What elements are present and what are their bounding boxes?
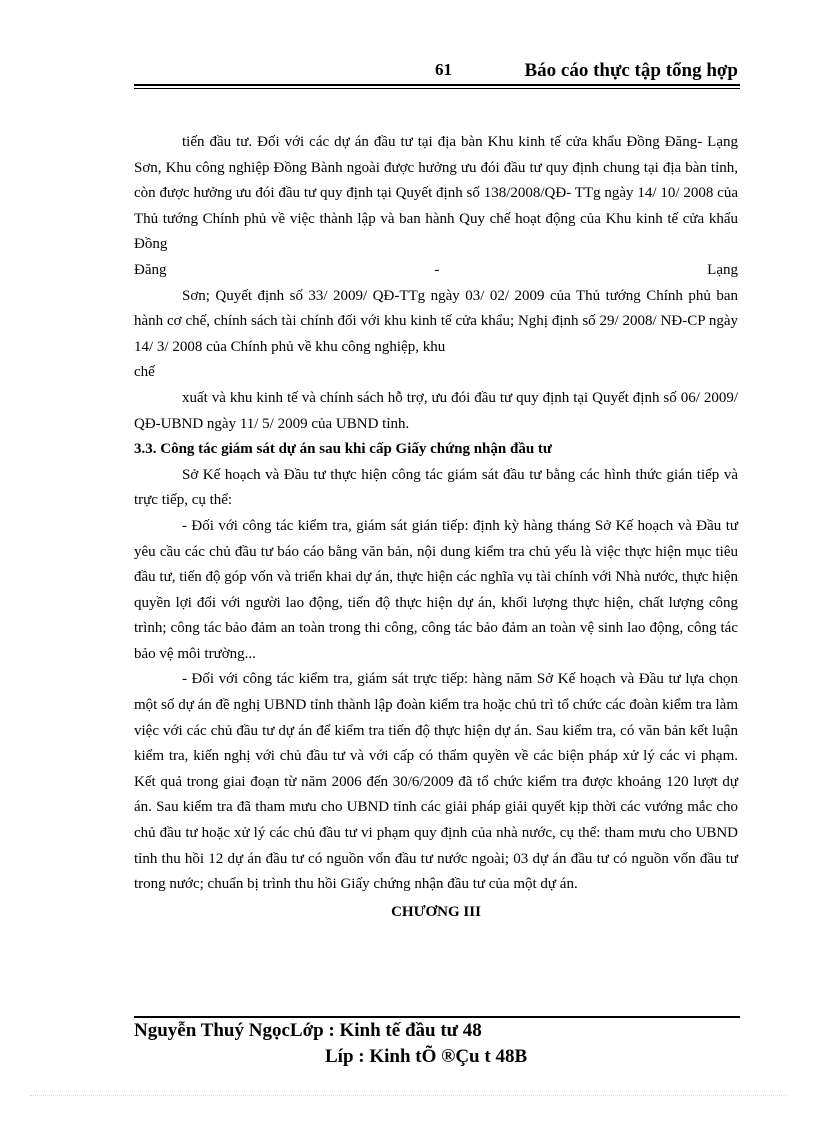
spread-right: Lạng — [707, 261, 738, 278]
footer-author: Nguyễn Thuý NgọcLớp : Kinh tế đầu tư 48 — [134, 1020, 482, 1041]
paragraph-supervision-intro: Sở Kế hoạch và Đầu tư thực hiện công tác giám sát đầu tư bằng các hình thức gián tiếp và trực tiếp, cụ thể: — [134, 466, 738, 509]
header-rule — [134, 84, 740, 86]
paragraph-fragment: chế — [134, 364, 155, 381]
footer-rule — [134, 1016, 740, 1018]
paragraph-decisions: Sơn; Quyết định số 33/ 2009/ QĐ-TTg ngày 03/ 02/ 2009 của Thủ tướng Chính phủ ban hành cơ chế, chính sách tài chính đối với khu kinh tế cửa khẩu; Nghị định số 29/ 2008/ NĐ-CP ngày 14/ 3/ 2008 của Chính phủ về khu công nghiệp, khu — [134, 287, 738, 355]
body-text — [134, 130, 738, 925]
report-title: Báo cáo thực tập tổng hợp — [524, 60, 738, 81]
paragraph-indirect-supervision: - Đối với công tác kiểm tra, giám sát gián tiếp: định kỳ hàng tháng Sở Kế hoạch và Đầu tư yêu cầu các chủ đầu tư báo cáo bằng văn bản, nội dung kiểm tra chủ yếu là việc thực hiện mục tiêu đầu tư, tiến độ góp vốn và triển khai dự án, thực hiện các nghĩa vụ tài chính với Nhà nước, thực hiện quyền lợi đối với người lao động, tiến độ thực hiện dự án, khối lượng thực hiện, chất lượng công trình; công tác bảo đảm an toàn trong thi công, công tác bảo đảm an toàn vệ sinh lao động, công tác bảo vệ môi trường... — [134, 517, 738, 662]
header-rule-thin — [134, 88, 740, 89]
footer-class: Líp : Kinh tÕ ®Çu t 48B — [325, 1046, 528, 1067]
paragraph-direct-supervision: - Đối với công tác kiểm tra, giám sát trực tiếp: hàng năm Sở Kế hoạch và Đầu tư lựa chọn một số dự án đề nghị UBND tỉnh thành lập đoàn kiểm tra hoặc chủ trì tổ chức các đoàn kiểm tra làm việc với các chủ đầu tư dự án để kiểm tra tiến độ thực hiện dự án. Sau kiểm tra, có văn bản kết luận kiểm tra, kiến nghị với chủ đầu tư và với cấp có thẩm quyền về các biện pháp xử lý các vi phạm. Kết quả trong giai đoạn từ năm 2006 đến 30/6/2009 đã tổ chức kiểm tra được khoảng 120 lượt dự án. Sau kiểm tra đã tham mưu cho UBND tỉnh các giải pháp giải quyết kịp thời các vướng mắc cho chủ đầu tư hoặc xử lý các chủ đầu tư vi phạm quy định của nhà nước, cụ thể: tham mưu cho UBND tỉnh thu hồi 12 dự án đầu tư có nguồn vốn đầu tư nước ngoài; 03 dự án đầu tư có nguồn vốn đầu tư trong nước; chuẩn bị trình thu hồi Giấy chứng nhận đầu tư của một dự án. — [134, 671, 738, 893]
spread-left: Đăng — [134, 261, 167, 278]
page-number: 61 — [435, 60, 452, 79]
spread-line — [134, 258, 738, 284]
paragraph-support-policy: xuất và khu kinh tế và chính sách hỗ trợ, ưu đói đầu tư quy định tại Quyết định số 06/ 2009/ QĐ-UBND ngày 11/ 5/ 2009 của UBND tỉnh. — [134, 389, 738, 432]
spread-mid: - — [434, 261, 440, 278]
page-header — [134, 58, 740, 84]
section-heading: 3.3. Công tác giám sát dự án sau khi cấp Giấy chứng nhận đầu tư — [134, 441, 552, 458]
chapter-title: CHƯƠNG III — [391, 903, 481, 920]
paragraph-investment-incentives: tiến đầu tư. Đối với các dự án đầu tư tại địa bàn Khu kinh tế cửa khẩu Đồng Đăng- Lạng Sơn, Khu công nghiệp Đồng Bành ngoài được hưởng ưu đói đầu tư quy định chung tại địa bàn tỉnh, còn được hưởng ưu đói đầu tư quy định tại Quyết định số 138/2008/QĐ- TTg ngày 14/ 10/ 2008 của Thủ tướng Chính phủ về việc thành lập và ban hành Quy chế hoạt động của Khu kinh tế cửa khẩu Đồng — [134, 134, 738, 253]
page-bottom-border — [30, 1095, 786, 1096]
